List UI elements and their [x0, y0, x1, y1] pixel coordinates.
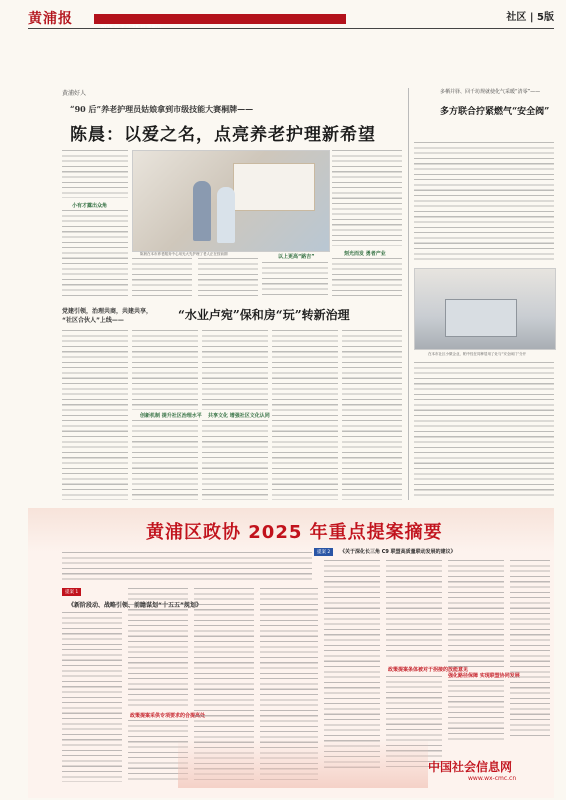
sidebar-col-2 [414, 362, 554, 500]
main-col-1b [62, 210, 128, 298]
main-kicker: 黄浦好人 [62, 90, 87, 97]
main-col-5a [332, 150, 402, 246]
main-photo [132, 150, 330, 252]
main-title: 陈晨：以爱之名，点亮养老护理新希望 [70, 125, 376, 145]
photo-stove [445, 299, 517, 337]
main-col-1a [62, 150, 128, 198]
proposal-2-col-4 [510, 560, 550, 740]
main-col-2 [132, 258, 192, 298]
main-subtitle: “90 后”养老护理员姑娘拿到市级技能大赛桐牌—— [70, 104, 254, 114]
date-bar [94, 14, 346, 24]
second-subtitle-2: “社区合伙人”上线—— [62, 317, 124, 324]
newspaper-logo: 黄浦报 [28, 11, 73, 27]
main-subhead-3: 以上更高“路吉” [278, 254, 315, 260]
second-col-2a [132, 330, 198, 410]
second-title: “水业卢宛”保和房“玩”转新治理 [178, 308, 350, 322]
main-col-4 [262, 262, 328, 298]
proposals-banner [28, 508, 554, 798]
proposal-2-badge: 提案 2 [314, 548, 333, 556]
sidebar-kicker: 多栖并驿、回千坊规就使化气采暖“清零”—— [440, 89, 541, 95]
site-watermark: 中国社会信息网 [428, 760, 513, 774]
photo-person-2 [217, 187, 235, 243]
proposal-2-section-c: 强化路径保障 实现联盟协同发展 [448, 673, 520, 679]
skyline-graphic [178, 738, 428, 788]
banner-intro [62, 552, 312, 582]
masthead [28, 6, 554, 62]
photo-person-1 [193, 181, 211, 241]
second-col-1 [62, 330, 128, 500]
proposal-1-section: 政策提案采供专项要求的合提高处 [130, 713, 206, 719]
second-subhead-1: 创新机制 提升社区治理水平 [140, 413, 202, 419]
proposal-1-badge: 提案 1 [62, 588, 81, 596]
main-subhead-1: 小有才露出众角 [72, 203, 108, 209]
second-col-3a [202, 330, 268, 410]
proposal-2-col-3b [448, 680, 504, 740]
banner-header [28, 508, 554, 552]
banner-title: 黄浦区政协 2025 年重点提案摘要 [146, 522, 443, 543]
sidebar-photo [414, 268, 556, 350]
proposal-1-title: 《新阶段动、战略引领、前瞻谋划“十五五”规划》 [68, 602, 202, 609]
second-col-2b [132, 420, 198, 500]
second-col-5 [342, 330, 402, 500]
sidebar-col-1 [414, 142, 554, 262]
proposal-2-title: 《关于深化长三角 C9 联盟高质量联动发展的建议》 [340, 549, 456, 555]
masthead-rule [28, 28, 554, 29]
column-divider [408, 88, 409, 500]
main-subhead-2: 刻光而发 勇者产业 [344, 251, 386, 257]
second-subtitle-1: 党建引领，治理共商，共建共享， [62, 308, 153, 315]
sidebar-title: 多方联合拧紧燃气“安全阀” [440, 107, 550, 117]
main-col-5b [332, 258, 402, 298]
main-col-3 [198, 258, 258, 298]
sidebar-photo-caption: 在本市社区小微企业，帕中经在同种居用了灶与“安全阀门”分开 [428, 352, 527, 356]
photo-board [233, 163, 315, 211]
proposal-1-col-2a [128, 588, 188, 708]
proposal-2-col-3a [448, 560, 504, 668]
proposal-2-section-b: 政策提案条体被对于拐接的放能意见 [388, 667, 469, 673]
section-label: 社区 | 5版 [506, 12, 554, 23]
proposal-1-col-1 [62, 612, 122, 782]
second-col-4 [272, 330, 338, 500]
second-col-3b [202, 420, 268, 500]
proposal-2-col-2a [386, 560, 442, 660]
site-watermark-url: www.wx-cmc.cn [468, 775, 517, 782]
main-photo-caption: 陈晨在本市养老服务中心用光大先护理了老人正在按前期 [140, 252, 228, 256]
second-subhead-2: 共享文化 增强社区文化认同 [208, 413, 270, 419]
